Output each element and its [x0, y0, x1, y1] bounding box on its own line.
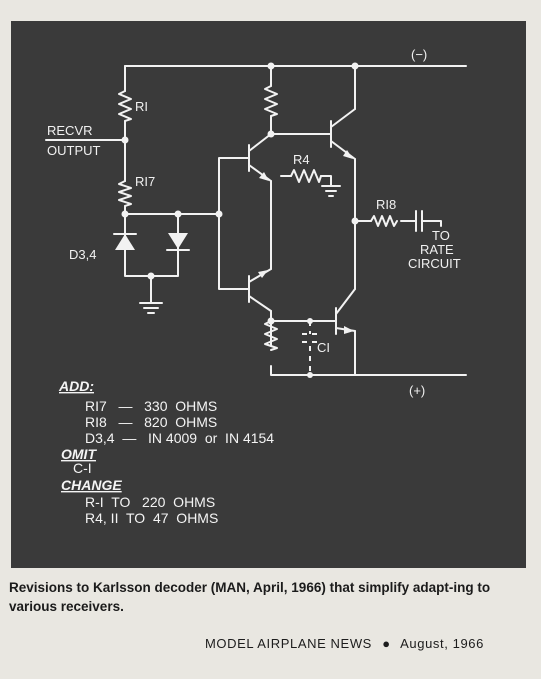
diode-d3 [114, 234, 136, 250]
omit-line-c1: C-I [73, 460, 92, 476]
ground-symbol-r4 [322, 186, 340, 196]
resistor-r4 [291, 170, 321, 182]
transistor-upper-left [249, 134, 271, 181]
page-footer [205, 636, 484, 651]
transistor-lower-right [336, 289, 355, 334]
ground-symbol-diodes [140, 303, 162, 313]
issue-date: August, 1966 [400, 636, 484, 651]
add-line-r18: RI8 — 820 OHMS [85, 414, 218, 430]
resistor-r17 [119, 181, 131, 206]
transistor-upper-right [331, 109, 355, 159]
rate-label: RATE [420, 242, 454, 257]
r17-label: RI7 [135, 174, 156, 189]
r18-label: RI8 [376, 197, 397, 212]
recvr-output-label-line1: RECVR [47, 123, 93, 138]
add-line-d34: D3,4 — IN 4009 or IN 4154 [85, 430, 275, 446]
add-line-r17: RI7 — 330 OHMS [85, 398, 218, 414]
revision-notes [58, 378, 274, 526]
recvr-output-label-line2: OUTPUT [47, 143, 101, 158]
schematic-panel [11, 21, 526, 568]
schematic-diagram [11, 21, 526, 568]
change-line-r1: R-I TO 220 OHMS [85, 494, 216, 510]
r1-label: RI [135, 99, 148, 114]
r4-label: R4 [293, 152, 310, 167]
to-label: TO [432, 228, 450, 243]
add-heading: ADD: [59, 378, 94, 394]
publication-name: MODEL AIRPLANE NEWS [205, 636, 372, 651]
resistor-top-emitter [265, 86, 277, 116]
figure-caption: Revisions to Karlsson decoder (MAN, April, 1966) that simplify adapt-ing to various receivers. [9, 580, 491, 614]
omit-heading: OMIT [61, 446, 96, 462]
transistor-lower-left [249, 269, 271, 311]
resistor-r18 [371, 216, 397, 226]
resistor-r1 [119, 91, 131, 121]
c1-label: CI [317, 340, 330, 355]
footer-bullet: ● [382, 636, 391, 651]
junction-dots [122, 63, 359, 379]
circuit-label: CIRCUIT [408, 256, 461, 271]
change-heading: CHANGE [61, 477, 122, 493]
capacitor-c1-omitted [302, 334, 318, 342]
d34-label: D3,4 [69, 247, 97, 262]
negative-terminal-label: (−) [411, 47, 428, 62]
circuit-wiring [46, 66, 466, 375]
diode-d4 [167, 233, 189, 250]
positive-terminal-label: (+) [409, 383, 426, 398]
capacitor-r18-coupling [416, 211, 429, 231]
change-line-r4: R4, II TO 47 OHMS [85, 510, 219, 526]
